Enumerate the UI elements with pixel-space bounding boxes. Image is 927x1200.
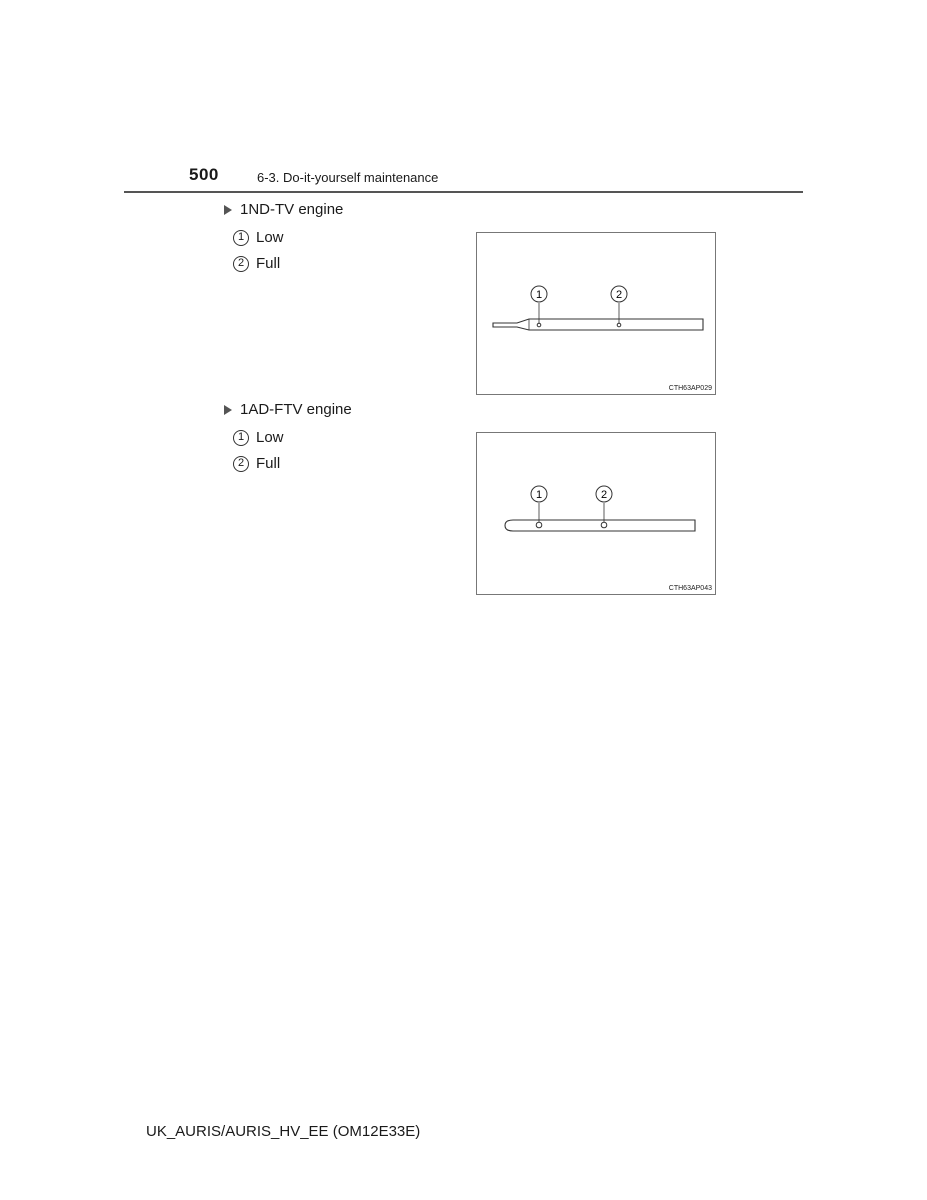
legend-label: Low xyxy=(256,429,284,446)
dipstick-illustration xyxy=(477,233,717,396)
triangle-bullet-icon xyxy=(224,405,232,415)
legend-label: Full xyxy=(256,455,281,472)
legend-label: Full xyxy=(256,255,281,272)
engine-heading-1nd-tv xyxy=(224,201,343,218)
callout-2-label: 2 xyxy=(600,489,608,501)
dipstick-figure-1ad-ftv xyxy=(476,432,716,595)
circled-number-icon: 1 xyxy=(233,430,249,446)
circled-number-icon: 1 xyxy=(233,230,249,246)
figure-code: CTH63AP029 xyxy=(668,385,712,392)
header-divider xyxy=(124,191,803,193)
legend-item-low xyxy=(233,429,284,446)
callout-2-label: 2 xyxy=(615,289,623,301)
engine-heading-label: 1ND-TV engine xyxy=(240,201,344,218)
engine-heading-label: 1AD-FTV engine xyxy=(240,401,352,418)
engine-heading-1ad-ftv xyxy=(224,401,352,418)
dipstick-illustration xyxy=(477,433,717,596)
page-number: 500 xyxy=(189,165,219,184)
circled-number-icon: 2 xyxy=(233,456,249,472)
legend-item-low xyxy=(233,229,284,246)
section-title: 6-3. Do-it-yourself maintenance xyxy=(257,170,439,185)
legend-label: Low xyxy=(256,229,284,246)
triangle-bullet-icon xyxy=(224,205,232,215)
legend-item-full xyxy=(233,255,280,272)
legend-item-full xyxy=(233,455,280,472)
document-id-footer: UK_AURIS/AURIS_HV_EE (OM12E33E) xyxy=(146,1123,421,1140)
callout-1-label: 1 xyxy=(535,489,543,501)
figure-code: CTH63AP043 xyxy=(668,585,712,592)
callout-1-label: 1 xyxy=(535,289,543,301)
circled-number-icon: 2 xyxy=(233,256,249,272)
dipstick-figure-1nd-tv xyxy=(476,232,716,395)
